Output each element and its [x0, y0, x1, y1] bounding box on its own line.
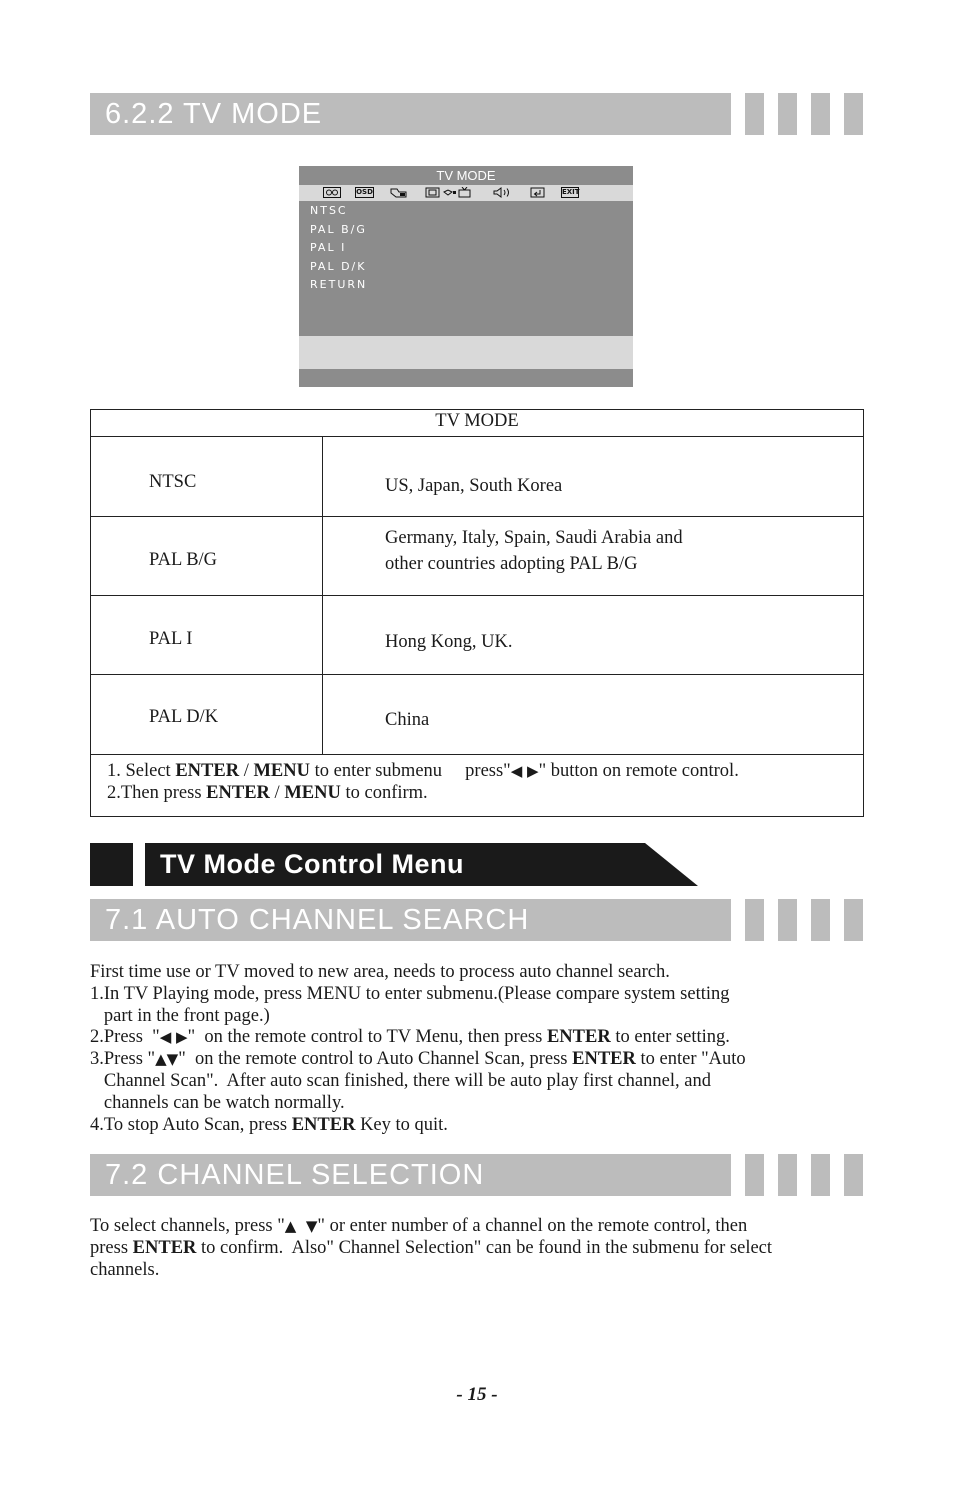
tv-icon	[425, 187, 440, 198]
tv-mode-table	[90, 409, 864, 817]
table-header: TV MODE	[435, 411, 519, 431]
table-note-line-2: 2.Then press ENTER / MENU to confirm.	[107, 783, 428, 803]
return-icon	[530, 187, 546, 198]
channel-selection-instructions: To select channels, press "▲ ▼" or enter number of a channel on the remote control, then press ENTER to confirm. Also" Channel Selection" can be found in the submenu for select channels.	[90, 1216, 773, 1280]
section-decor-blocks	[745, 899, 863, 941]
table-row-region: China	[385, 710, 430, 730]
left-right-arrows-icon: ◀ ▶	[510, 762, 539, 780]
osd-item-pal-bg: PAL B/G	[310, 222, 367, 236]
mode-icon	[443, 187, 471, 198]
osd-item-pal-dk: PAL D/K	[310, 259, 367, 273]
table-note-line-1: 1. Select ENTER / MENU to enter submenu press"◀ ▶" button on remote control.	[107, 761, 739, 781]
table-row-region: US, Japan, South Korea	[385, 476, 563, 496]
table-row-region: Hong Kong, UK.	[385, 632, 513, 652]
table-row-mode: PAL D/K	[149, 707, 219, 727]
table-row-region: other countries adopting PAL B/G	[385, 554, 638, 574]
chapter-title: TV Mode Control Menu	[160, 849, 464, 879]
osd-info-strip	[299, 336, 633, 369]
osd-item-ntsc: NTSC	[310, 204, 348, 217]
table-row-region: Germany, Italy, Spain, Saudi Arabia and	[385, 528, 683, 548]
osd-item-pal-i: PAL I	[310, 241, 347, 254]
section-title-auto-search: 7.1 AUTO CHANNEL SEARCH	[90, 899, 731, 941]
auto-search-instructions: First time use or TV moved to new area, needs to process auto channel search. 1.In TV Playing mode, press MENU to enter submenu.(Please compare system setting part in the front page.) 2.Press "◀ ▶" on the remote control to TV Menu, then press ENTER to enter setting. 3.Press "▲▼" on the remote control to Auto Channel Scan, press ENTER to enter "Auto Channel Scan". After auto scan finished, there will be auto play first channel, and channels can be watch normally. 4.To stop Auto Scan, press ENTER Key to quit.	[90, 962, 746, 1135]
up-down-arrows-icon: ▲▼	[155, 1050, 179, 1069]
speaker-icon	[492, 187, 512, 198]
section-title-channel-selection: 7.2 CHANNEL SELECTION	[90, 1154, 731, 1196]
section-decor-blocks	[745, 1154, 863, 1196]
osd-item-return: RETURN	[310, 278, 368, 291]
section-title-tv-mode: 6.2.2 TV MODE	[90, 93, 731, 135]
table-row-mode: PAL I	[149, 629, 193, 649]
chapter-banner	[145, 843, 698, 886]
table-row-mode: NTSC	[149, 472, 197, 492]
picture-icon	[323, 187, 341, 198]
up-down-arrows-icon: ▲ ▼	[284, 1217, 318, 1235]
osd-title: TV MODE	[436, 168, 496, 183]
chapter-marker	[90, 843, 133, 886]
table-row-mode: PAL B/G	[149, 550, 218, 570]
osd-menu-list	[310, 202, 367, 295]
exit-icon: EXIT	[562, 188, 580, 196]
osd-icon: OSD	[356, 188, 373, 196]
osd-screen	[299, 166, 633, 387]
setup-hand-icon	[389, 187, 409, 198]
section-decor-blocks	[745, 93, 863, 135]
osd-icon-bar	[299, 185, 633, 201]
left-right-arrows-icon: ◀ ▶	[159, 1028, 188, 1047]
page-number: - 15 -	[456, 1384, 498, 1405]
